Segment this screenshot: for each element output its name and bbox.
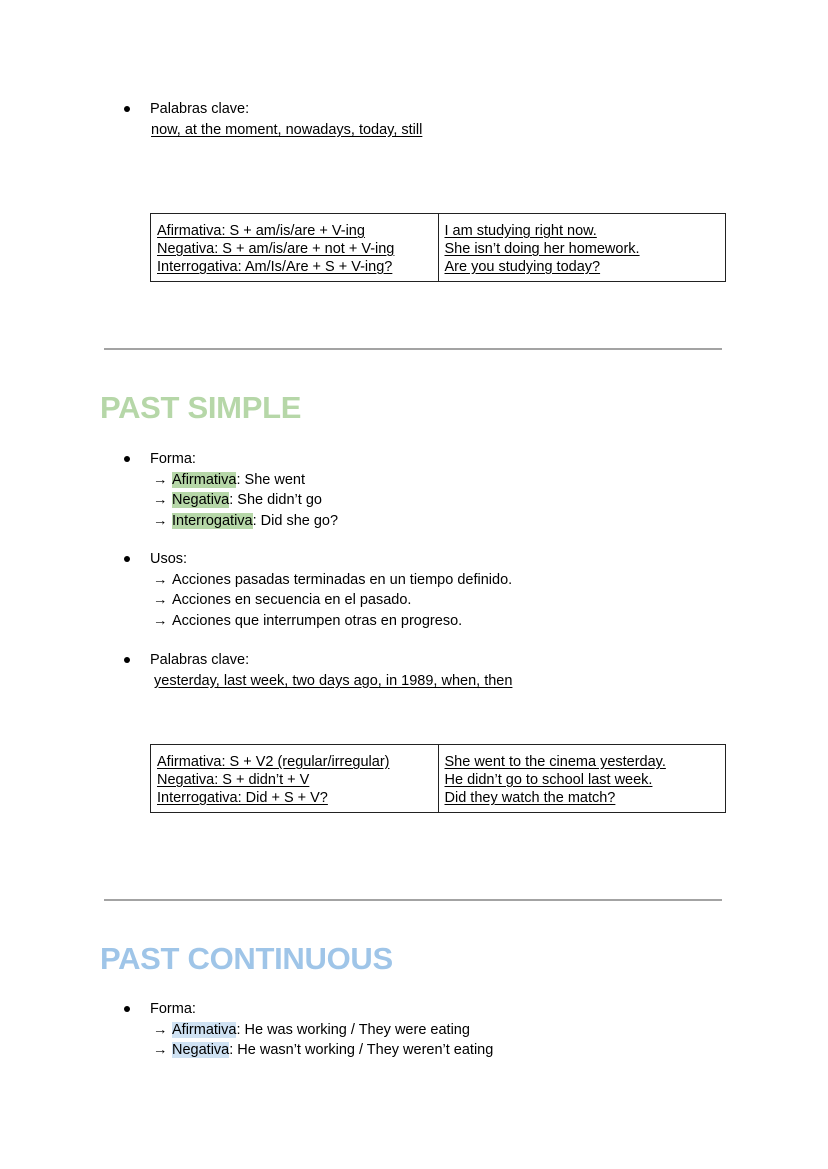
ps-tag-afirmativa: Afirmativa bbox=[172, 471, 237, 488]
pc-grammar-table bbox=[150, 213, 726, 282]
arrow-right-icon: → bbox=[153, 471, 168, 488]
arrow-right-icon: → bbox=[153, 592, 168, 608]
ps-structure-interrogativa: Interrogativa: Did + S + V? bbox=[157, 790, 328, 806]
ps-text-negativa: : She didn’t go bbox=[229, 492, 322, 508]
pcont-forma-label: Forma: bbox=[150, 1001, 196, 1017]
pcont-forma-afirmativa bbox=[153, 1020, 470, 1041]
pcont-text-afirmativa: : He was working / They were eating bbox=[236, 1021, 470, 1038]
ps-forma-afirmativa bbox=[153, 470, 305, 491]
arrow-right-icon: → bbox=[153, 512, 168, 529]
ps-example-2: He didn’t go to school last week. bbox=[444, 772, 653, 788]
ps-example-1: She went to the cinema yesterday. bbox=[444, 754, 666, 770]
pcont-forma-negativa bbox=[153, 1040, 493, 1061]
ps-grammar-table bbox=[150, 744, 726, 813]
ps-uso-1 bbox=[153, 570, 512, 591]
pcont-tag-negativa: Negativa bbox=[172, 1042, 230, 1058]
pc-keywords-value: now, at the moment, nowadays, today, still bbox=[151, 121, 423, 138]
ps-uso-2 bbox=[153, 590, 411, 611]
pc-structures-cell bbox=[151, 214, 439, 282]
pc-structure-negativa: Negativa: S + am/is/are + not + V-ing bbox=[157, 241, 395, 257]
pc-example-2: She isn’t doing her homework. bbox=[444, 241, 640, 257]
pcont-text-negativa: : He wasn’t working / They weren’t eating bbox=[229, 1042, 494, 1058]
ps-forma-interrogativa bbox=[153, 511, 338, 532]
pc-example-3: Are you studying today? bbox=[444, 259, 601, 275]
ps-uso-3 bbox=[153, 611, 462, 632]
section-divider bbox=[104, 348, 722, 350]
ps-keywords-value: yesterday, last week, two days ago, in 1989, when, then bbox=[154, 672, 513, 689]
ps-structure-negativa: Negativa: S + didn’t + V bbox=[157, 772, 310, 788]
ps-tag-negativa: Negativa bbox=[172, 492, 230, 508]
pc-example-1: I am studying right now. bbox=[444, 223, 597, 239]
ps-uso-2-text: Acciones en secuencia en el pasado. bbox=[172, 592, 412, 608]
section-divider bbox=[104, 899, 722, 901]
ps-usos-label: Usos: bbox=[150, 551, 188, 567]
ps-keywords-label: Palabras clave: bbox=[150, 652, 250, 668]
pc-structure-afirmativa: Afirmativa: S + am/is/are + V-ing bbox=[157, 223, 365, 239]
bullet-icon bbox=[124, 556, 130, 562]
ps-structures-cell bbox=[151, 745, 439, 813]
arrow-right-icon: → bbox=[153, 612, 168, 629]
arrow-right-icon: → bbox=[153, 571, 168, 588]
bullet-icon bbox=[124, 106, 130, 112]
ps-structure-afirmativa: Afirmativa: S + V2 (regular/irregular) bbox=[157, 754, 390, 770]
ps-tag-interrogativa: Interrogativa bbox=[172, 512, 253, 529]
ps-text-afirmativa: : She went bbox=[236, 471, 305, 488]
pc-examples-cell bbox=[438, 214, 726, 282]
ps-examples-cell bbox=[438, 745, 726, 813]
ps-uso-1-text: Acciones pasadas terminadas en un tiempo definido. bbox=[172, 571, 513, 588]
pc-keywords-label: Palabras clave: bbox=[150, 101, 250, 117]
arrow-right-icon: → bbox=[153, 1042, 168, 1058]
bullet-icon bbox=[124, 456, 130, 462]
pc-structure-interrogativa: Interrogativa: Am/Is/Are + S + V-ing? bbox=[157, 259, 393, 275]
arrow-right-icon: → bbox=[153, 1021, 168, 1038]
ps-example-3: Did they watch the match? bbox=[444, 790, 616, 806]
past-continuous-title: PAST CONTINUOUS bbox=[100, 941, 393, 976]
ps-text-interrogativa: : Did she go? bbox=[252, 512, 339, 529]
ps-forma-negativa bbox=[153, 490, 322, 511]
past-simple-title: PAST SIMPLE bbox=[100, 390, 302, 425]
pcont-tag-afirmativa: Afirmativa bbox=[172, 1021, 237, 1038]
bullet-icon bbox=[124, 1006, 130, 1012]
ps-uso-3-text: Acciones que interrumpen otras en progreso. bbox=[172, 612, 463, 629]
arrow-right-icon: → bbox=[153, 492, 168, 508]
ps-forma-label: Forma: bbox=[150, 451, 196, 467]
bullet-icon bbox=[124, 657, 130, 663]
